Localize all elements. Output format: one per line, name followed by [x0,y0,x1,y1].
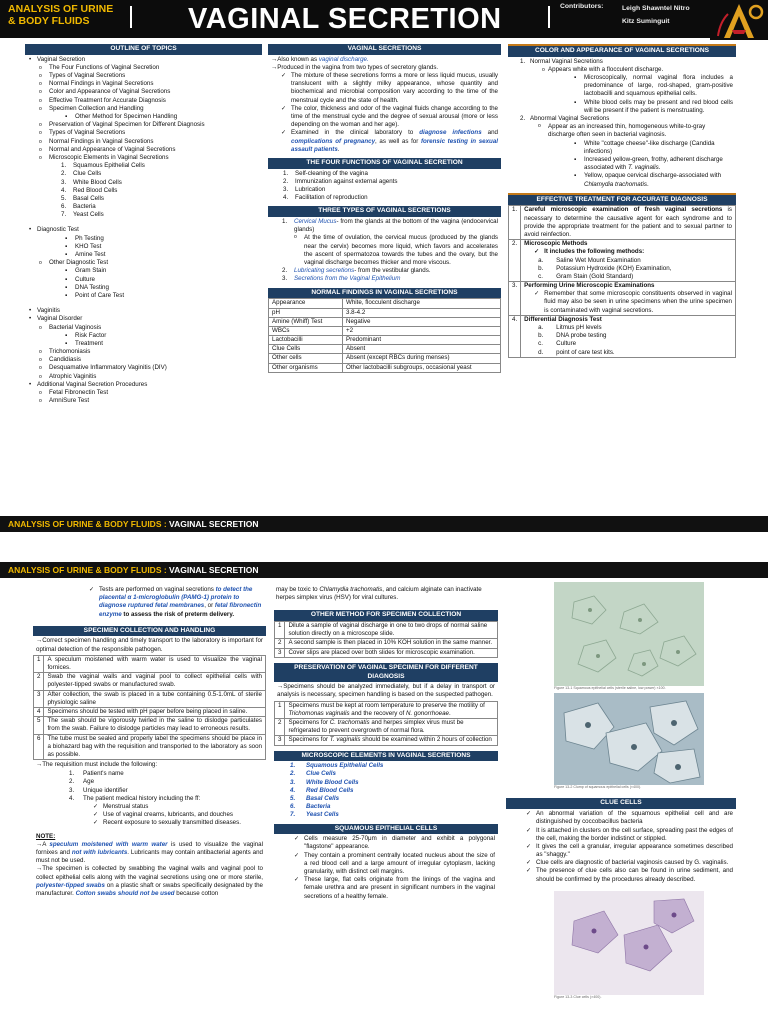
table-cell: Other cells [269,354,343,363]
checklist-item: ✓ These large, flat cells originate from the linings of the vagina and female urethra and are present in significant numbers in the vaginal secretions of a healthy female. [294,876,495,901]
clue-cells-title: CLUE CELLS [506,798,736,809]
method-item: b. Potassium Hydroxide (KOH) Examination, [538,264,672,272]
checklist-item: ✓ Examined in the clinical laboratory to diagnose infections and complications of pregnancy, as well as for forensic testing in sexual assault patients. [281,129,498,154]
item-letter: c. [538,272,543,280]
outline-list [25,55,262,407]
color-bullet: ▪ White "cottage cheese"-like discharge (Candida infections) [574,139,715,155]
item-letter: a. [538,324,544,332]
table-cell: Predominant [343,336,501,345]
outline-item: 3. White Blood Cells [61,178,122,186]
outline-item: 2. Clue Cells [61,170,102,178]
color-bullet: ▪ Microscopically, normal vaginal flora includes a predominance of large, rod-shaped, gram-positive lactobacilli and squamous epithelial cells. [574,74,733,98]
table-cell: +2 [343,326,501,335]
outline-item: ▪ KHO Test [27,243,260,251]
outline-item: o Preservation of Vaginal Specimen for Different Diagnosis [27,121,260,129]
outline-item: 7. Yeast Cells [61,211,104,219]
footer-band: ANALYSIS OF URINE & BODY FLUIDS : VAGINAL SECRETION [0,516,768,532]
outline-item: o Types of Vaginal Secretions [27,72,260,80]
function-item: 2. Immunization against external agents [283,177,398,185]
checklist-item: ✓ It is attached in clusters on the cell surface, spreading past the edges of the cell, making the border indistinct or stippled. [526,827,733,843]
test-item: a. Litmus pH levels [538,324,602,332]
outline-number: 2. [61,170,67,178]
paragraph: → Produced in the vagina from two types of secretory glands. [271,64,498,72]
outline-item: o Atrophic Vaginitis [27,373,260,381]
normal-findings-title: NORMAL FINDINGS IN VAGINAL SECRETIONS [268,288,501,299]
test-item: c. Culture [538,340,577,348]
table-cell: WBCs [269,326,343,335]
note-paragraph: → A speculum moistened with warm water is used to visualize the vaginal fornixes and not with lubricants. Lubricants may contain antibacterial agents and must not be used. [36,841,263,866]
requisition-item: 4. The patient medical history including the ff: [69,794,201,802]
table-cell: Other lactobacilli subgroups, occasional yeast [343,363,501,372]
figure-caption: Figure 13-1 Squamous epithelial cells (sterile saline, low power) ×100. [554,686,666,690]
p2-left-column [33,586,266,898]
page2-header-band: ANALYSIS OF URINE & BODY FLUIDS : VAGINAL SECRETION [0,562,768,578]
type-item: 3. Secretions from the Vaginal Epithelium [282,275,401,283]
outline-item: ▪ Other Method for Specimen Handling [27,113,260,121]
item-number: 1. [69,770,75,778]
table-cell: Negative [343,317,501,326]
table-cell: White, flocculent discharge [343,299,501,308]
item-number: 2. [290,770,296,778]
table-cell: After collection, the swab is placed in a tube containing 0.5-1.0mL of sterile physiologic saline [44,690,266,707]
four-functions-list [268,169,501,204]
right-column [508,44,736,358]
outline-item: o Bacterial Vaginosis [27,324,260,332]
subject-label [8,4,113,27]
paragraph: → Specimens should be analyzed immediately, but if a delay in transport or analysis is necessary, specimen handling is based on the suspected pathogen. [274,682,498,700]
three-types-list [268,217,501,285]
other-method-title: OTHER METHOD FOR SPECIMEN COLLECTION [274,610,498,621]
table-cell: 2 [34,673,44,690]
preservation-title: PRESERVATION OF VAGINAL SPECIMEN FOR DIFFERENT DIAGNOSIS [274,663,498,682]
table-cell: pH [269,308,343,317]
outline-item: o Specimen Collection and Handling [27,105,260,113]
outline-item: o Normal and Appearance of Vaginal Secretions [27,146,260,154]
item-number: 1. [283,169,289,177]
micro-elements-list [274,761,498,820]
p2-right-column [506,582,736,1000]
micro-element-item: 2. Clue Cells [290,770,336,778]
color-item: 1. Normal Vaginal Secretions [520,57,603,65]
subject-line-1: ANALYSIS OF URINE [8,3,114,15]
table-cell: 3.8-4.2 [343,308,501,317]
function-item: 4. Facilitation of reproduction [283,194,368,202]
table-row [269,336,501,345]
method-item: a. Saline Wet Mount Examination [538,256,641,264]
outline-title: OUTLINE OF TOPICS [25,44,262,55]
outline-item: o Microscopic Elements in Vaginal Secretions [27,154,260,162]
four-functions-title: THE FOUR FUNCTIONS OF VAGINAL SECRETION [268,158,501,169]
p2-middle-column [274,586,498,902]
outline-item: • Vaginitis [27,307,260,315]
outline-number: 4. [61,186,67,194]
requisition-item: 2. Age [69,778,95,786]
checklist-item: ✓ It gives the cell a granular, irregular appearance sometimes described as "shaggy." [526,843,733,859]
micro-element-item: 4. Red Blood Cells [290,786,354,794]
item-number: 5. [290,795,296,802]
outline-item: o AmniSure Test [27,397,260,405]
color-bullet: ▪ Increased yellow-green, frothy, adherent discharge associated with T. vaginalis. [574,155,723,172]
effective-treatment-title: EFFECTIVE TREATMENT FOR ACCURATE DIAGNOSIS [508,193,736,206]
table-row [275,622,498,639]
outline-item: 6. Bacteria [61,203,96,211]
table-row [34,734,266,760]
table-row [269,363,501,372]
micro-element-item: 7. Yeast Cells [290,811,339,819]
outline-item: o Desquamative Inflammatory Vaginitis (DIV) [27,364,260,372]
table-row [275,648,498,657]
outline-number: 3. [61,178,67,186]
checklist-item: ✓ Remember that some microscopic constituents observed in vaginal fluid may also be seen in urine specimens when the urine specimen is contaminated with vaginal secretions. [534,290,732,315]
header-divider [548,6,550,28]
outline-item: o Fetal Fibronectin Test [27,389,260,397]
outline-number: 7. [61,211,67,219]
squamous-clump-image [554,693,704,785]
outline-item: • Vaginal Secretion [27,56,260,64]
table-cell: A second sample is then placed in 10% KOH solution in the same manner. [285,639,498,648]
figure-caption: Figure 13-2 Clump of squamous epithelial cells (×400). [554,784,642,789]
outline-number: 6. [61,203,67,211]
outline-item: 4. Red Blood Cells [61,186,118,194]
paragraph: ✓ Tests are performed on vaginal secretions to detect the placental α 1-microglobulin (PAMG-1) protein to diagnose ruptured fetal membranes, or fetal fibronectin enzyme to assess the risk of preterm delivery. [89,586,266,619]
item-number: 4. [290,786,296,794]
table-row [269,345,501,354]
checklist-item: ✓ Cells measure 25-70μm in diameter and exhibit a polygonal "flagstone" appearance. [294,835,495,851]
specimen-title: SPECIMEN COLLECTION AND HANDLING [33,626,266,637]
page-header [0,0,768,38]
type-item: 1. Cervical Mucus- from the glands at the bottom of the vagina (endocervical glands) [282,218,498,234]
table-cell: 5 [34,717,44,734]
table-cell: Absent (except RBCs during menses) [343,354,501,363]
item-letter: b. [538,264,544,272]
paragraph: → The requisition must include the following: [33,760,266,770]
history-item: ✓ Use of vaginal creams, lubricants, and douches [93,811,266,819]
outline-item: o Color and Appearance of Vaginal Secretions [27,88,260,96]
logo-icon [710,0,768,40]
squamous-title: SQUAMOUS EPITHELIAL CELLS [274,824,498,835]
checklist-item: ✓ Clue cells are diagnostic of bacterial vaginosis caused by G. vaginalis. [526,859,733,867]
color-subitem: o Appear as an increased thin, homogeneous white-to-gray discharge often seen in bacterial vaginosis. [538,123,706,139]
item-number: 2. [283,177,289,185]
note-paragraph: → The specimen is collected by swabbing the vaginal walls and vaginal pool to collect epithelial cells along with the vaginal secretions using one or more sterile, polyester-tipped swabs on a plastic shaft or swabs specifically designated by the manufacturer. Cotton swabs should not be used because cotton [36,865,263,898]
item-number: 2. [69,778,75,786]
test-item: b. DNA probe testing [538,332,607,340]
table-row [34,673,266,690]
normal-findings-table [268,298,501,373]
paragraph: → Also known as vaginal discharge. [271,56,498,64]
table-cell: The swab should be vigorously twirled in the saline to dislodge particulates from the swab. Failure to dislodge particles may lead to erroneous results. [44,717,266,734]
page-title: VAGINAL SECRETION [188,3,502,35]
checklist-item: ✓ It includes the following methods: [534,248,732,256]
table-cell: 6 [34,734,44,760]
table-cell: 4 [34,707,44,716]
specimen-table [33,655,266,760]
table-row [269,326,501,335]
outline-item: ▪ Ph Testing [27,235,260,243]
history-item: ✓ Recent exposure to sexually transmitted diseases. [93,819,266,827]
outline-item: 1. Squamous Epithelial Cells [61,162,145,170]
table-row [269,354,501,363]
outline-number: 5. [61,194,67,202]
checklist-item: ✓ The mixture of these secretions forms a more or less liquid mucus, usually translucent with a slightly milky appearance, whose quantity and biochemical and microbial composition vary according to the time of the menstrual cycle and the state of health. [281,72,498,105]
preservation-table: 1 Specimens must be kept at room temperature to preserve the motility of Trichomonas vaginalis and the recovery of N. gonorrhoeae. 2 Specimens for C. trachomatis and herpes simplex virus must be refrigerated to prevent overgrowth of normal flora. 3 Specimens for T. vaginalis should be examined within 2 hours of collection [274,701,498,746]
outline-item: ▪ Culture [27,276,260,284]
outline-item: ▪ Amine Test [27,251,260,259]
vaginal-secretions-title: VAGINAL SECRETIONS [268,44,501,55]
table-cell: Swab the vaginal walls and vaginal pool to collect epithelial cells with polyester-tipped swabs or manufactured swab. [44,673,266,690]
item-letter: b. [538,332,544,340]
type-subitem: o At the time of ovulation, the cervical mucus (produced by the glands near the cervix) becomes more liquid, which favors and accelerates the ascent of spermatozoa towards the tubes and the ovary, but the vaginal discharge becomes thicker and more viscous. [294,234,498,267]
checklist-item: ✓ The presence of clue cells also can be found in urine sediment, and should be confirmed by the procedures already described. [526,867,733,883]
figure-caption: Figure 13-3 Clue cells (×400). [554,994,602,999]
color-appearance-title: COLOR AND APPEARANCE OF VAGINAL SECRETIONS [508,44,736,57]
requisition-item: 1. Patient's name [69,770,124,778]
table-cell: 1 [275,622,285,639]
contributor-name: Kitz Suminguit [622,17,670,25]
table-cell: 2 [275,639,285,648]
item-number: 4. [283,194,289,202]
table-cell: Specimens should be tested with pH paper before being placed in saline. [44,707,266,716]
outline-item: o Normal Findings in Vaginal Secretions [27,138,260,146]
clue-cells-image [554,891,704,995]
table-cell: Other organisms [269,363,343,372]
table-row [269,317,501,326]
table-cell: The tube must be sealed and properly label the specimens should be place in a biohazard bag with the requisition and transported to the laboratory as soon as possible. [44,734,266,760]
method-item: c. Gram Stain (Gold Standard) [538,272,634,280]
table-cell: Amine (Whiff) Test [269,317,343,326]
micro-element-item: 3. White Blood Cells [290,778,359,786]
outline-item: o Candidiasis [27,356,260,364]
item-number: 3. [290,778,296,786]
item-number: 1. [290,762,296,770]
micro-element-item: 1. Squamous Epithelial Cells [290,762,384,770]
table-cell: 1 [34,655,44,672]
color-item: 2. Abnormal Vaginal Secretions [520,115,610,123]
table-cell: Appearance [269,299,343,308]
item-number: 3. [69,786,75,794]
table-row [269,299,501,308]
color-subitem: o Appears white with a flocculent discharge. [530,66,733,74]
contributors-label: Contributors: [560,3,604,10]
function-item: 1. Self-cleaning of the vagina [283,169,368,177]
three-types-title: THREE TYPES OF VAGINAL SECRETIONS [268,206,501,217]
item-number: 6. [290,803,296,811]
outline-item: ▪ Point of Care Test [27,292,260,300]
table-row [34,655,266,672]
outline-item: o Normal Findings in Vaginal Secretions [27,80,260,88]
item-letter: d. [538,348,544,356]
paragraph: may be toxic to Chlamydia trachomatis, and calcium alginate can inactivate herpes simplex virus (HSV) for viral cultures. [276,586,482,602]
micro-elements-title: MICROSCOPIC ELEMENTS IN VAGINAL SECRETIONS [274,751,498,762]
outline-item: • Additional Vaginal Secretion Procedures [27,381,260,389]
note-block: NOTE: → A speculum moistened with warm water is used to visualize the vaginal fornixes and not with lubricants. Lubricants may contain antibacterial agents and must not be used. → The specimen is collected by swabbing the vaginal walls and vaginal pool to collect epithelial cells along with the vaginal secretions using one or more sterile, polyester-tipped swabs on a plastic shaft or swabs specifically designated by the manufacturer. Cotton swabs should not be used because cotton [33,833,266,899]
micro-element-item: 5. Basal Cells [290,795,340,802]
outline-item: ▪ Gram Stain [27,267,260,275]
outline-item: ▪ Risk Factor [27,332,260,340]
test-item: d. point of care test kits. [538,348,615,356]
contributor-name: Leigh Shawntel Nitro [622,5,690,12]
effective-treatment-table: 1. Careful microscopic examination of fresh vaginal secretions is necessary to determine the causative agent for each syndrome and to provide the appropriate treatment for the patient and to sexual partner to avoid reinfection. 2. Microscopic Methods ✓ It includes the following methods: a. Saline Wet Mount Examination b. Potassium Hydroxide (KOH) Examination, c. Gram Stain (Gold Standard) 3. Performing Urine Microscopic Examinations ✓ Remember that some microscopic constituents observed in vaginal fluid may also be seen in urine specimens when the urine specimen is contaminated with vaginal secretions. 4. Differential Diagnosis Test a. Litmus pH levels b. DNA probe testing c. Culture d. point of care test kits. [508,205,736,357]
table-row [34,707,266,716]
table-row [269,308,501,317]
table-cell: Dilute a sample of vaginal discharge in one to two drops of normal saline solution directly on a microscope slide. [285,622,498,639]
table-cell: Clue Cells [269,345,343,354]
type-item: 2. Lubricating secretions- from the vestibular glands. [282,267,431,275]
item-number: 4. [69,794,75,802]
other-method-table [274,621,498,658]
checklist-item: ✓ The color, thickness and odor of the vaginal fluids change according to the time of the menstrual cycle and the degree of sexual arousal (more or less depending on the woman and her age). [281,105,498,130]
function-item: 3. Lubrication [283,186,326,194]
table-cell: Lactobacilli [269,336,343,345]
contributors-names [622,3,690,29]
outline-item: o The Four Functions of Vaginal Secretion [27,64,260,72]
outline-item: o Trichomoniasis [27,348,260,356]
checklist-item: ✓ An abnormal variation of the squamous epithelial cell and are distinguished by coccobacillus bacteria [526,810,733,826]
item-number: 7. [290,811,296,819]
subject-line-2: & BODY FLUIDS [8,14,90,27]
color-bullet: ▪ White blood cells may be present and red blood cells will be present if the patient is menstruating. [574,98,733,114]
outline-item: • Vaginal Disorder [27,315,260,323]
item-letter: c. [538,340,543,348]
outline-item: o Effective Treatment for Accurate Diagnosis [27,97,260,105]
outline-item: • Diagnostic Test [27,226,260,234]
item-number: 3. [283,186,289,194]
table-row [34,717,266,734]
header-divider [130,6,132,28]
outline-number: 1. [61,162,67,170]
table-cell: A speculum moistened with warm water is used to visualize the vaginal fornices. [44,655,266,672]
table-row [275,639,498,648]
item-letter: a. [538,256,544,264]
history-item: ✓ Menstrual status [93,803,266,811]
outline-item: ▪ DNA Testing [27,284,260,292]
table-row [34,690,266,707]
micro-element-item: 6. Bacteria [290,803,331,811]
outline-item: o Types of Vaginal Secretions [27,129,260,137]
checklist-item: ✓ They contain a prominent centrally located nucleus about the size of a red blood cell and a large amount of irregular cytoplasm, lacking granularity, with distinct cell margins. [294,852,495,877]
table-cell: Cover slips are placed over both slides for microscopic examination. [285,648,498,657]
squamous-cells-image [554,582,704,686]
table-cell: 3 [34,690,44,707]
outline-item: ▪ Treatment [27,340,260,348]
outline-item: o Other Diagnostic Test [27,259,260,267]
middle-column [268,44,501,373]
paragraph: → Correct specimen handling and timely transport to the laboratory is important for optimal detection of the responsible pathogen. [33,636,266,654]
table-cell: 3 [275,648,285,657]
outline-item: 5. Basal Cells [61,194,104,202]
requisition-item: 3. Unique identifier [69,786,128,794]
color-bullet: ▪ Yellow, opaque cervical discharge-associated with Chlamydia trachomatis. [574,172,722,188]
outline-column [25,44,262,406]
table-cell: Absent [343,345,501,354]
